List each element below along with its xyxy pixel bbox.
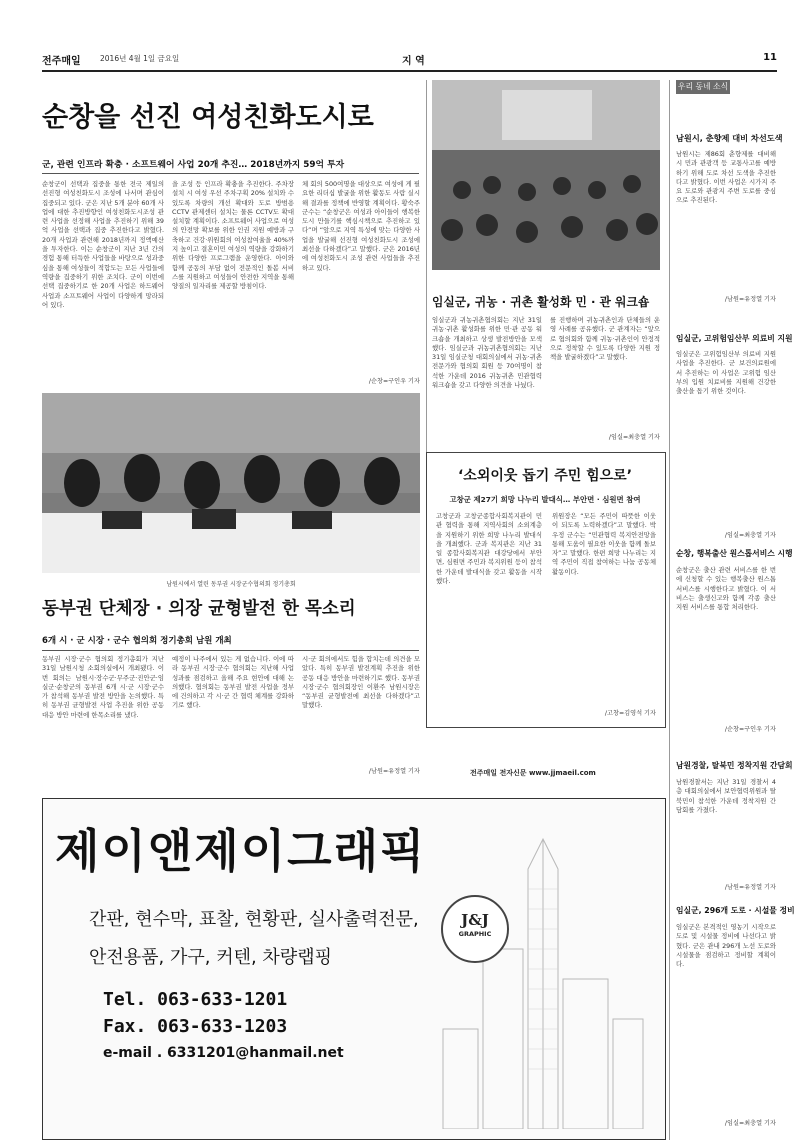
ad-email: e-mail . 6331201@hanmail.net (103, 1045, 344, 1061)
sidebar-label (676, 80, 730, 94)
ad-logo (441, 895, 509, 963)
article-3-col-1: 고창군과 고창군종합사회복지관이 민관 협력을 통해 지역사회의 소외계층을 지원하기 위한 희망 나누리 발대식을 개최했다. 군과 복지관은 지난 31일 종합사회복지관 대강당에서 부안면, 심원면 주민과 복지위원 등이 참석한 가운데 발대식을 갖고 활동을 시작했다. (436, 512, 542, 586)
article-1-title: 순창을 선진 여성친화도시로 (42, 102, 374, 133)
masthead (42, 52, 777, 68)
article-4-col-3: 시·군 회의에서도 힘을 합치는데 의견을 모았다. 특히 동부권 발전계획 추진을 위한 공동 대응 방안을 마련하기로 했다. 동부권 시장·군수 협의회장인 이환주 남원시장은 “동부권 균형발전에 최선을 다하겠다”고 말했다. (302, 655, 420, 710)
ad-telephone: Tel. 063-633-1201 (103, 989, 288, 1010)
sidebar-divider (669, 80, 670, 1140)
sidebar-item-4-title: 남원경찰, 탈북민 정착지원 간담회 (676, 761, 793, 770)
sidebar-item-4-byline: /남원=유정열 기자 (724, 884, 776, 891)
sidebar-item-3-body: 순창군은 출산 관련 서비스를 한 번에 신청할 수 있는 행복출산 원스톱서비스를 시행한다고 밝혔다. 이 서비스는 출생신고와 함께 각종 출산 지원 서비스를 통합 처리한다. (676, 566, 776, 612)
section-name: 지 역 (402, 56, 425, 67)
ad-logo-main: J&J (461, 911, 489, 929)
ad-company-name: 제이앤제이그래픽 (55, 824, 427, 878)
sidebar-item-3-title: 순창, 행복출산 원스톱서비스 시행 (676, 549, 793, 558)
article-3-byline: /고창=김영석 기자 (604, 710, 656, 717)
article-4-subtitle: 6개 시 · 군 시장 · 군수 협의회 정기총회 남원 개최 (42, 636, 232, 646)
article-1-subtitle: 군, 관련 인프라 확충 · 소프트웨어 사업 20개 추진… 2018년까지 59억 투자 (42, 160, 345, 170)
sidebar-item-2-title: 임실군, 고위험임산부 의료비 지원 (676, 334, 793, 343)
article-2-byline: /임실=최충열 기자 (608, 434, 660, 441)
article-1-byline: /순창=구인우 기자 (368, 378, 420, 385)
article-4-byline: /남원=유정열 기자 (368, 768, 420, 775)
article-4-sub-rule (42, 650, 419, 651)
sidebar-item-5-title: 임실군, 296개 도로 · 시설물 정비 (676, 906, 795, 915)
article-2-title: 임실군, 귀농 · 귀촌 활성화 민 · 관 워크숍 (432, 295, 650, 309)
sidebar-item-5-body: 임실군은 본격적인 영농기 시작으로 도로 및 시설물 정비에 나선다고 밝혔다. 군은 관내 296개 노선 도로와 시설물을 점검하고 정비할 계획이다. (676, 923, 776, 969)
paper-name: 전주매일 (42, 56, 81, 67)
page-number: 11 (763, 52, 777, 63)
article-1-sub-rule (42, 173, 419, 174)
sidebar-item-2-body: 임실군은 고위험임산부 의료비 지원사업을 추진한다. 군 보건의료원에서 추진하는 이 사업은 고위험 임산부의 입원 치료비를 지원해 건강한 출산을 돕기 위한 것이다. (676, 350, 776, 396)
sidebar-item-5-byline: /임실=최충열 기자 (724, 1120, 776, 1127)
ad-logo-sub: GRAPHIC (458, 930, 492, 938)
sidebar-item-4-body: 남원경찰서는 지난 31일 경찰서 4층 대회의실에서 보안협력위원과 탈북민이 참석한 가운데 정착지원 간담회를 가졌다. (676, 778, 776, 814)
footer-credit: 전주매일 전자신문 www.jjmaeil.com (470, 769, 596, 777)
article-2-col-1: 임실군과 귀농귀촌협의회는 지난 31일 귀농·귀촌 활성화를 위한 민·관 공동 워크숍을 개최하고 상생 발전방안을 모색했다. 임실군과 귀농귀촌협의회는 지난 31일 임실군청 대회의실에서 귀농·귀촌 전문가와 협의회 회원 등 70여명이 참석한 가운데 2016 귀농귀촌 민관협력 워크숍을 갖고 다양한 의견을 나눴다. (432, 316, 542, 390)
sidebar-item-1-byline: /남원=유정열 기자 (724, 296, 776, 303)
workshop-photo (432, 80, 660, 270)
article-3-col-2: 위원장은 “모든 주민이 따뜻한 이웃이 되도록 노력하겠다”고 말했다. 박우정 군수는 “민관협력 복지안전망을 통해 도움이 필요한 이웃을 함께 돌보자”고 말했다. 한편 희망 나누리는 지역 주민이 직접 참여하는 나눔 공동체 활동이다. (552, 512, 656, 576)
article-1-col-2: 을 조성 등 인프라 확충을 추진한다. 주차장 설치 시 여성 우선 주차구획 20% 설치와 수 있도록 차량의 개선 확대와 도로 방범용 CCTV 관제센터 설치는 물론 CCTV도 확대 설치할 계획이다. 소프트웨어 사업으로 여성의 안전망 확보를 위한 인권 지원 예방과 구축하고 건강·위원회의 여성참여율을 40%까지 높이고 결혼이민 여성의 역량을 강화하기 위한 다양한 프로그램을 운영한다. 아이와 함께 공동의 부담 없이 전문적인 돌봄 서비스를 지원하고 여성들이 안전한 지역을 통해 양질의 일자리를 제공할 방침이다. (172, 180, 294, 291)
sidebar-item-2-byline: /임실=최충열 기자 (724, 532, 776, 539)
ad-services-1: 간판, 현수막, 표찰, 현황판, 실사출력전문, (89, 909, 419, 930)
meeting-photo (42, 393, 420, 573)
sidebar-item-1-title: 남원시, 춘향제 대비 차선도색 (676, 133, 783, 143)
article-4-col-1: 동부권 시장·군수 협의회 정기총회가 지난 31일 남원시청 소회의실에서 개최됐다. 이번 회의는 남원시·장수군·무주군·진안군·임실군·순창군의 동부권 6개 시·군 시장·군수가 참석해 동부권 발전 방안을 논의했다. 특히 동부권 균형발전 사업 추진을 위한 공동 대응 방안 마련에 한목소리를 냈다. (42, 655, 164, 719)
article-1-col-3: 체 회의 500여명을 대상으로 여성에 게 필요한 리더십 발굴을 위한 활동도 사람 실시해 결과를 정책에 반영할 계획이다. 황숙주 군수는 “순창군은 여성과 아이들이 행복한 도시 만들기를 핵심시책으로 추진하고 있다”며 “앞으로 지역 특성에 맞는 다양한 사업을 발굴해 선진형 여성친화도시 조성에 최선을 다하겠다”고 말했다. 군은 2016년에 여성친화도시 조성 관련 사업들을 추진하고 있다. (302, 180, 420, 272)
article-2-col-2: 를 진행하며 귀농귀촌인과 단체들의 운영 사례를 공유했다. 군 관계자는 “앞으로 협의회와 함께 귀농·귀촌인이 안정적으로 정착할 수 있도록 다양한 지원 정책을 발굴하겠다”고 말했다. (550, 316, 660, 362)
workshop-photo-art (432, 80, 660, 270)
article-1-col-1: 순창군이 선택과 집중을 통한 전국 제일의 선진형 여성친화도시 조성에 나서며 관심이 집중되고 있다. 군은 지난 5개 분야 60개 사업에 대한 추진방향인 여성친화도시조성 관련 사업을 선정해 사업을 추진하기 위해 39억 사업을 선택과 집중 추진한다고 밝혔다. 20개 사업과 관련해 2018년까지 정액예산을 투자한다. 이는 순창군이 지난 3년 간의 경험 통해 터득한 사업들을 바탕으로 성과중심을 통해 여성들이 적합도는 모든 사업들에 역량을 집중하기 위한 조치다. 군이 이번에 선택 집중하기로 한 20개 사업은 하드웨어 사업과 소프트웨어 사업이 다양하게 망라되어 있다. (42, 180, 164, 309)
header-rule (42, 70, 777, 72)
meeting-photo-art (42, 393, 420, 573)
article-3-title: ‘소외이웃 돕기 주민 힘으로’ (457, 468, 633, 484)
ad-building-art (423, 829, 653, 1129)
article-3-subtitle: 고창군 제27기 희망 나누리 발대식… 부안면 · 심원면 참여 (449, 495, 641, 504)
ad-services-2: 안전용품, 가구, 커텐, 차량랩핑 (89, 947, 332, 968)
sidebar-label-text: 우리 동네 소식 (677, 82, 729, 91)
issue-date: 2016년 4월 1일 금요일 (100, 54, 180, 63)
column-divider (426, 80, 427, 480)
meeting-photo-caption: 남원시에서 열린 동부권 시장군수협의회 정기총회 (166, 581, 296, 588)
ad-box (42, 798, 666, 1140)
ad-fax: Fax. 063-633-1203 (103, 1016, 288, 1037)
sidebar-item-3-byline: /순창=구인우 기자 (724, 726, 776, 733)
article-4-col-2: 예정이 나주에서 있는 게 없습니다. 이에 따라 동부권 시장·군수 협의회는 지난해 사업 성과를 점검하고 올해 주요 현안에 대해 논의했다. 협의회는 동부권 발전 사업을 정부에 건의하고 각 시·군 간 협력 체계를 강화하기로 했다. (172, 655, 294, 710)
article-4-title: 동부권 단체장 · 의장 균형발전 한 목소리 (42, 599, 356, 619)
sidebar-item-1-body: 남원시는 제86회 춘향제를 대비해 시 민과 관광객 등 교통사고를 예방하기 위해 도로 차선 도색을 추진한다고 밝혔다. 이번 사업은 시가지 주요 도로와 관광지 주변 도로를 중심으로 추진된다. (676, 150, 776, 205)
